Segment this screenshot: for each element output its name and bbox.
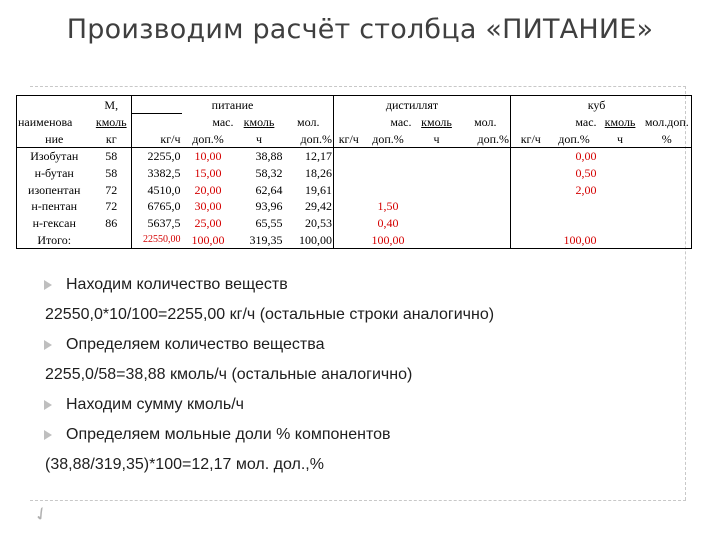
row-cube-mass (551, 215, 598, 232)
header-feed-mass: мас. (212, 114, 234, 129)
row-feed-kgh: 5637,5 (147, 215, 181, 230)
row-cube-mass (551, 198, 598, 215)
header-cube-mass-pct: доп.% (558, 131, 590, 146)
row-feed-kmol: 62,64 (255, 182, 283, 197)
header-dist-mol-pct: доп.% (461, 130, 511, 147)
row-dist-mass: 1,50 (377, 199, 399, 214)
total-feed-kmol: 319,35 (235, 231, 284, 248)
row-feed-kmol: 93,96 (255, 199, 283, 214)
row-feed-mass: 25,00 (194, 215, 222, 230)
header-feed-mass-pct: доп.% (192, 131, 224, 146)
list-item: (38,88/319,35)*100=12,17 мол. дол.,% (45, 456, 324, 473)
row-feed-mass: 20,00 (194, 182, 222, 197)
header-dist-mol: мол. (461, 113, 511, 130)
table-row (17, 215, 692, 232)
total-row (17, 231, 692, 248)
total-cube-mass: 100,00 (551, 231, 598, 248)
table-row (17, 181, 692, 198)
header-cube: куб (551, 96, 643, 114)
table-row (17, 165, 692, 182)
header-dist-kmol: кмоль (421, 114, 452, 129)
explanation-list (40, 270, 680, 480)
list-item: Определяем количество вещества (40, 330, 680, 360)
header-cube-mol-pct: % (643, 130, 692, 147)
header-feed: питание (182, 96, 284, 114)
header-cube-mass: мас. (575, 114, 597, 129)
header-m-units: кмоль (92, 113, 132, 130)
row-molar-mass: 58 (92, 148, 132, 165)
list-item: Определяем мольные доли % компонентов (40, 420, 680, 450)
row-feed-kmol: 58,32 (255, 166, 283, 181)
row-dist-mass (364, 165, 413, 182)
row-feed-mol: 18,26 (284, 165, 334, 182)
row-molar-mass: 72 (92, 198, 132, 215)
header-distillate: дистиллят (364, 96, 461, 114)
total-feed-mass: 100,00 (182, 231, 235, 248)
row-feed-kgh: 2255,0 (132, 148, 182, 165)
header-feed-mol-pct: доп.% (284, 130, 334, 147)
triangle-arrow-icon (44, 430, 52, 440)
row-name: н-бутан (17, 165, 92, 182)
row-feed-mol: 12,17 (284, 148, 334, 165)
header-feed-kmol-h: ч (255, 131, 263, 146)
row-feed-kgh: 3382,5 (147, 166, 181, 181)
total-feed-kgh: 22550,00 (132, 231, 182, 248)
header-dist-kmol-h: ч (433, 131, 440, 146)
list-item: 22550,0*10/100=2255,00 кг/ч (остальные строки аналогично) (45, 306, 495, 323)
row-feed-kmol: 65,55 (255, 215, 283, 230)
row-feed-mol: 29,42 (284, 198, 334, 215)
row-feed-mol: 20,53 (284, 215, 334, 232)
header-row-2 (17, 113, 692, 130)
row-molar-mass: 58 (92, 165, 132, 182)
row-molar-mass: 72 (92, 181, 132, 198)
row-cube-mass: 2,00 (575, 182, 597, 197)
slide-title: Производим расчёт столбца «ПИТАНИЕ» (66, 14, 654, 45)
header-molar-mass: М, (92, 96, 132, 114)
row-name: н-пентан (17, 198, 92, 215)
total-label: Итого: (17, 231, 92, 248)
row-name: Изобутан (17, 148, 92, 165)
header-dist-kgh: кг/ч (338, 131, 359, 146)
header-name-cont: ние (17, 130, 92, 147)
triangle-arrow-icon (44, 340, 52, 350)
header-m-kg: кг (92, 130, 132, 147)
calculation-table (16, 95, 692, 249)
row-feed-mass: 30,00 (194, 199, 222, 214)
row-feed-mass: 15,00 (194, 166, 222, 181)
row-feed-kmol: 38,88 (235, 148, 284, 165)
row-feed-kgh: 6765,0 (147, 199, 181, 214)
header-name: наименова (17, 113, 92, 130)
row-molar-mass: 86 (92, 215, 132, 232)
header-cube-mol: мол.доп. (643, 113, 692, 130)
list-item: 2255,0/58=38,88 кмоль/ч (остальные аналогично) (45, 366, 413, 383)
header-cube-kgh: кг/ч (520, 131, 541, 146)
header-row-1 (17, 96, 692, 114)
header-feed-kgh: кг/ч (160, 131, 181, 146)
header-row-3 (17, 130, 692, 147)
table-row (17, 148, 692, 165)
table-row (17, 198, 692, 215)
row-cube-mass: 0,50 (575, 166, 597, 181)
header-feed-mol: мол. (284, 113, 334, 130)
header-cube-kmol-h: ч (617, 131, 624, 146)
header-cube-kmol: кмоль (604, 114, 636, 129)
row-dist-mass (364, 181, 413, 198)
row-dist-mass: 0,40 (377, 215, 399, 230)
row-cube-mass: 0,00 (551, 148, 598, 165)
header-dist-mass: мас. (390, 114, 412, 129)
row-name: н-гексан (17, 215, 92, 232)
list-item: Находим сумму кмоль/ч (40, 390, 680, 420)
row-name: изопентан (17, 181, 92, 198)
total-feed-mol: 100,00 (284, 231, 334, 248)
triangle-arrow-icon (44, 400, 52, 410)
bottom-divider (30, 500, 686, 501)
curl-icon: ✓ (29, 501, 53, 527)
header-feed-kmol: кмоль (243, 114, 275, 129)
top-divider (30, 86, 686, 87)
row-feed-kgh: 4510,0 (147, 182, 181, 197)
row-feed-mass: 10,00 (182, 148, 235, 165)
header-dist-mass-pct: доп.% (372, 131, 404, 146)
total-dist-mass: 100,00 (364, 231, 413, 248)
row-feed-mol: 19,61 (284, 181, 334, 198)
triangle-arrow-icon (44, 280, 52, 290)
row-dist-mass (364, 148, 413, 165)
list-item: Находим количество веществ (40, 270, 680, 300)
